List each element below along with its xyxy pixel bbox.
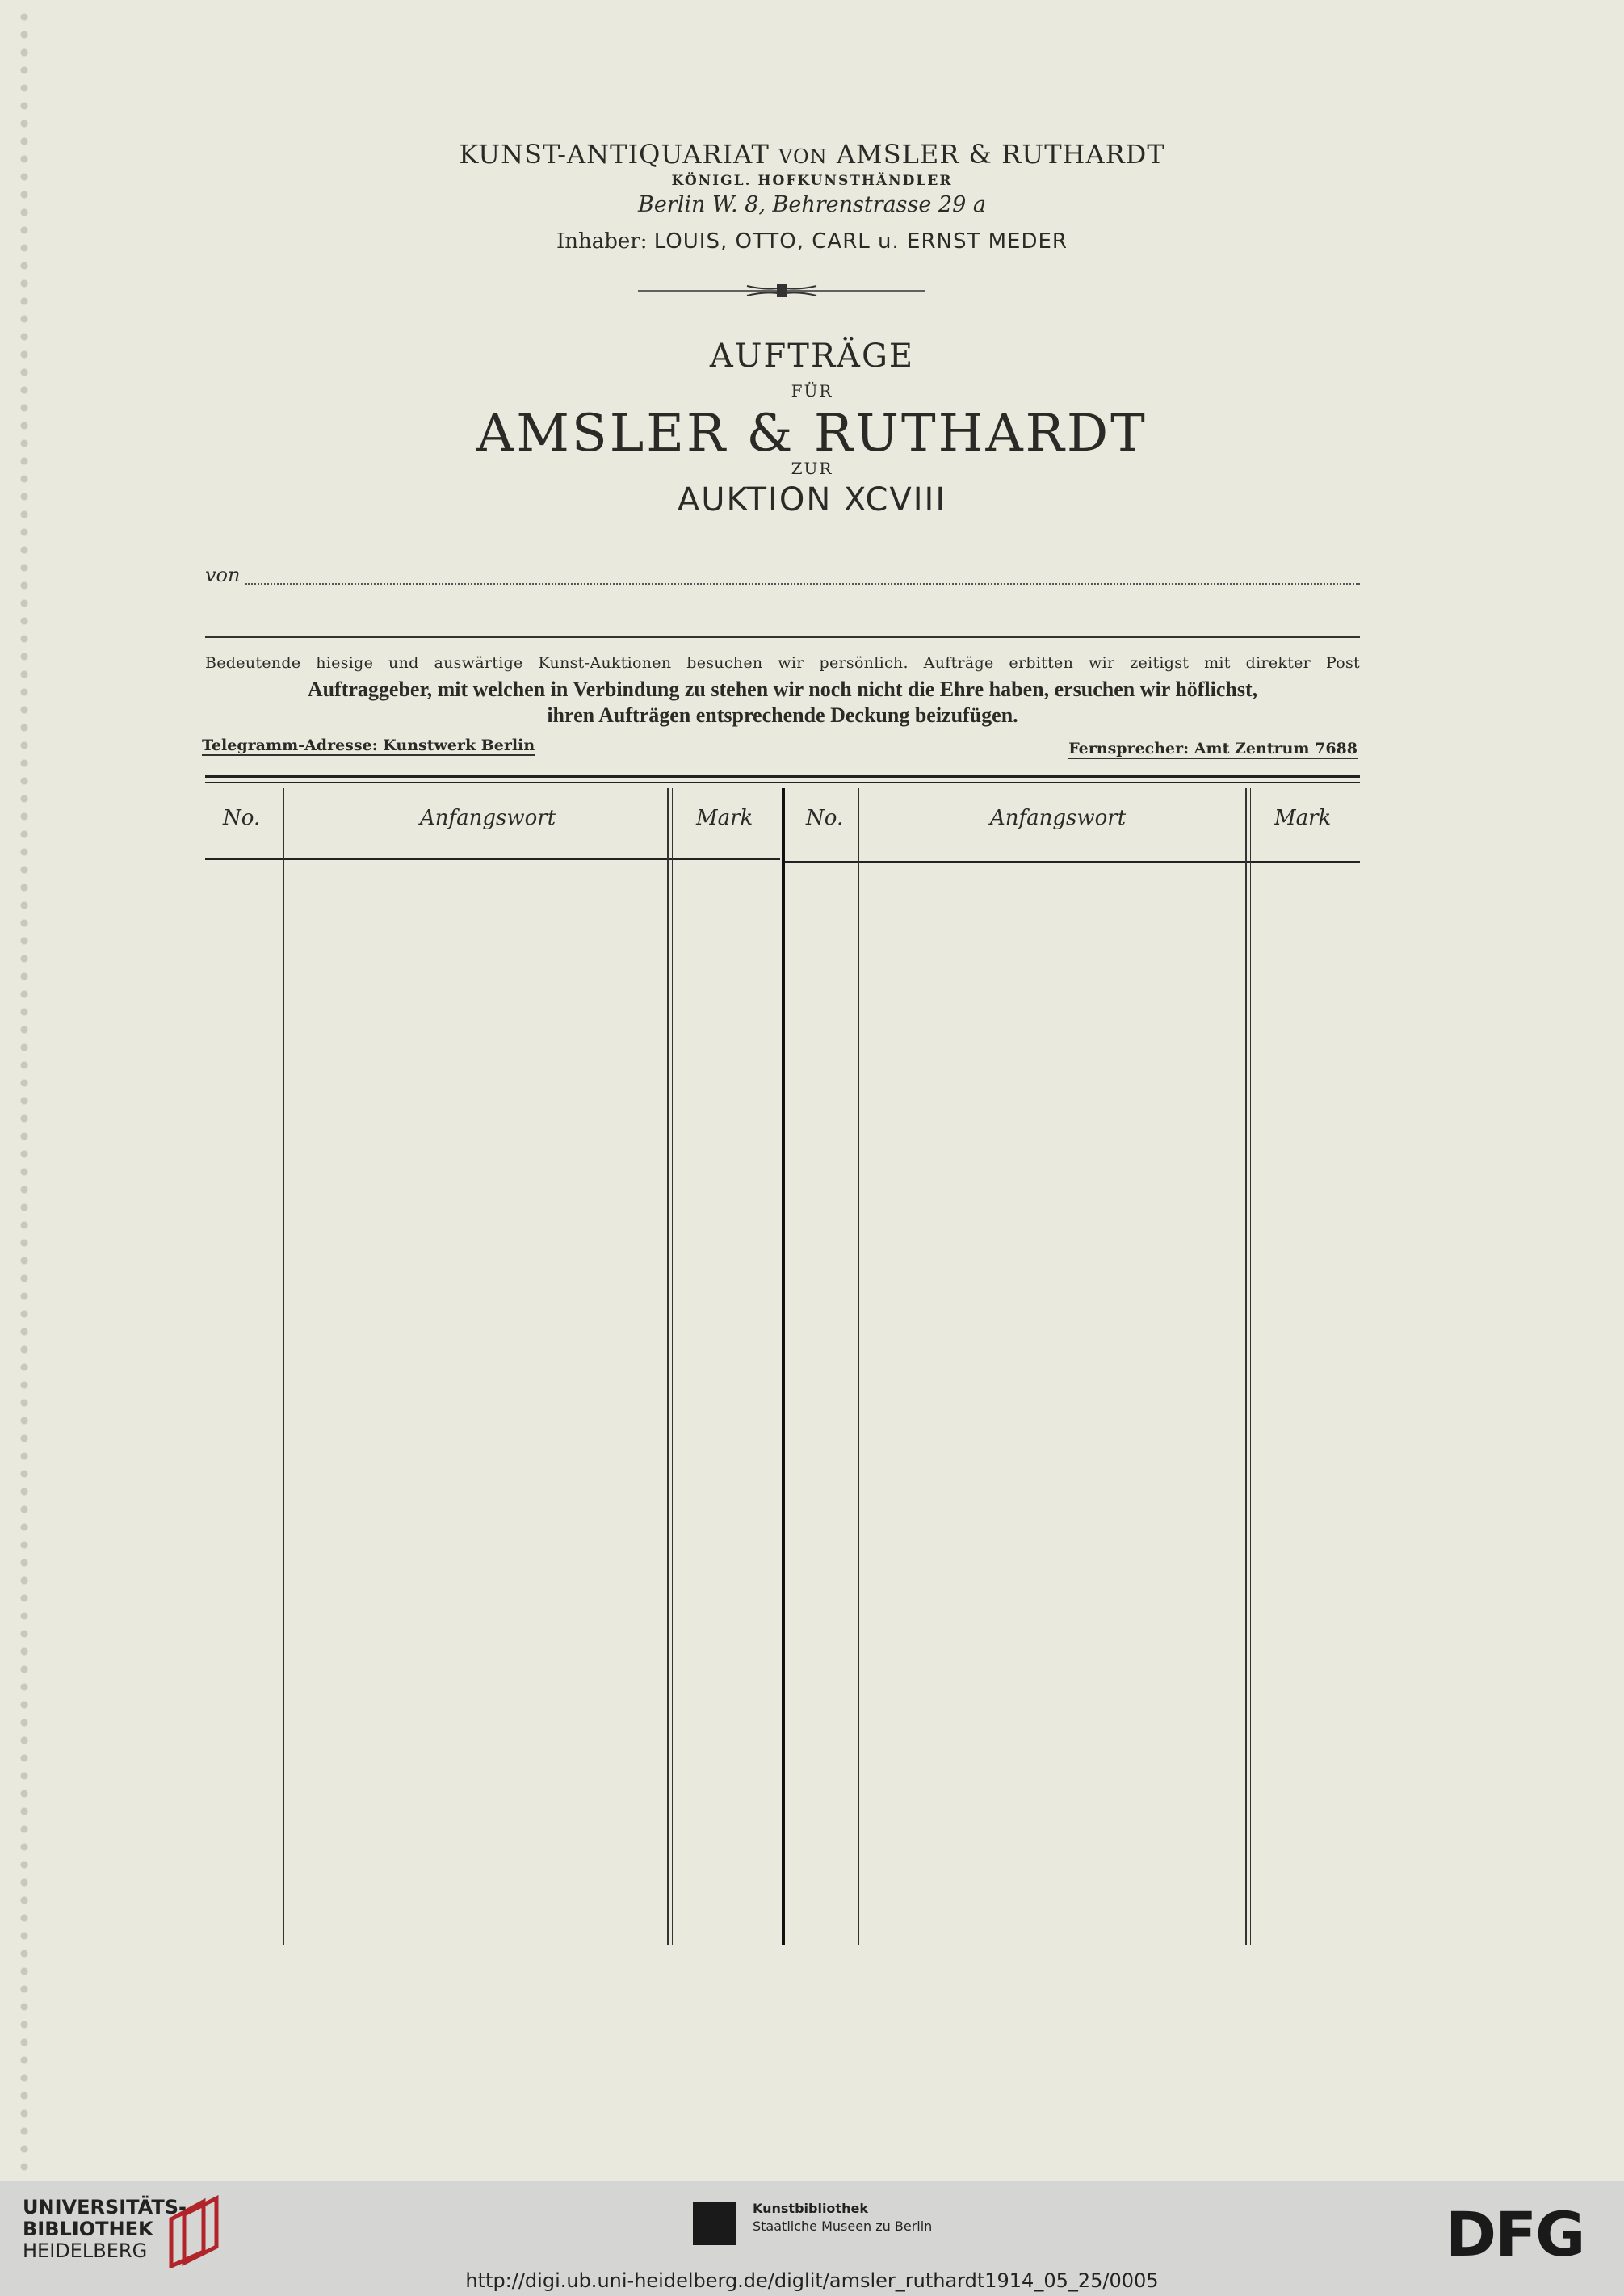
heading-firm-name: AMSLER & RUTHARDT — [476, 404, 1148, 464]
kunstbibliothek-logo-text[interactable]: Kunstbibliothek Staatliche Museen zu Berlin — [753, 2201, 933, 2234]
von-label: von — [205, 564, 241, 586]
col-header-anfangswort-left: Anfangswort — [420, 806, 556, 830]
heading-auction: AUKTION XCVIII — [677, 481, 947, 518]
notice-line-1: Bedeutende hiesige und auswärtige Kunst-Auktionen besuchen wir persönlich. Aufträge erbitten wir zeitigst mit direkter Post — [205, 654, 1360, 672]
order-table — [205, 775, 1360, 1979]
phone-number: Fernsprecher: Amt Zentrum 7688 — [1068, 740, 1358, 758]
address: Berlin W. 8, Behrenstrasse 29 a — [637, 192, 986, 217]
kunstbibliothek-logo-icon — [693, 2202, 736, 2245]
notice-line-3: ihren Aufträgen entsprechende Deckung beizufügen. — [547, 703, 1018, 727]
perforated-edge — [16, 8, 32, 2181]
heading-auftraege: AUFTRÄGE — [709, 338, 915, 375]
col-header-anfangswort-right: Anfangswort — [990, 806, 1127, 830]
header-rule-left — [205, 858, 780, 860]
divider-rule — [205, 636, 1360, 638]
von-dotted-line — [245, 583, 1360, 585]
header-rule-right — [785, 861, 1360, 863]
col-divider — [667, 788, 669, 1945]
table-top-rule-2 — [205, 782, 1360, 783]
telegram-address: Telegramm-Adresse: Kunstwerk Berlin — [202, 737, 535, 754]
col-divider — [672, 788, 673, 1945]
uni-heidelberg-logo-icon — [163, 2195, 226, 2268]
ornament-divider — [638, 281, 925, 300]
col-divider — [283, 788, 284, 1945]
col-divider — [1245, 788, 1247, 1945]
col-header-no-left: No. — [223, 806, 261, 830]
dfg-logo[interactable]: DFG — [1446, 2198, 1584, 2270]
von-field[interactable] — [205, 564, 1360, 586]
royal-title: KÖNIGL. HOFKUNSTHÄNDLER — [671, 173, 953, 189]
heading-zur: ZUR — [791, 459, 833, 478]
col-divider — [1250, 788, 1251, 1945]
col-header-mark-right: Mark — [1274, 806, 1332, 830]
center-divider — [782, 788, 785, 1945]
col-divider — [858, 788, 859, 1945]
col-header-no-right: No. — [806, 806, 844, 830]
col-header-mark-left: Mark — [696, 806, 753, 830]
uni-heidelberg-logo-text[interactable]: UNIVERSITÄTS- BIBLIOTHEK HEIDELBERG — [23, 2196, 187, 2262]
table-top-rule — [205, 775, 1360, 778]
owners-line: Inhaber: LOUIS, OTTO, CARL u. ERNST MEDER — [556, 229, 1068, 254]
heading-fuer: FÜR — [791, 381, 833, 401]
notice-line-2: Auftraggeber, mit welchen in Verbindung zu stehen wir noch nicht die Ehre haben, ersuchen wir höflichst, — [307, 678, 1258, 701]
permalink-url[interactable]: http://digi.ub.uni-heidelberg.de/diglit/amsler_ruthardt1914_05_25/0005 — [465, 2269, 1159, 2292]
notice-bold — [205, 677, 1360, 728]
firm-line: KUNST-ANTIQUARIAT VON AMSLER & RUTHARDT — [459, 139, 1165, 170]
